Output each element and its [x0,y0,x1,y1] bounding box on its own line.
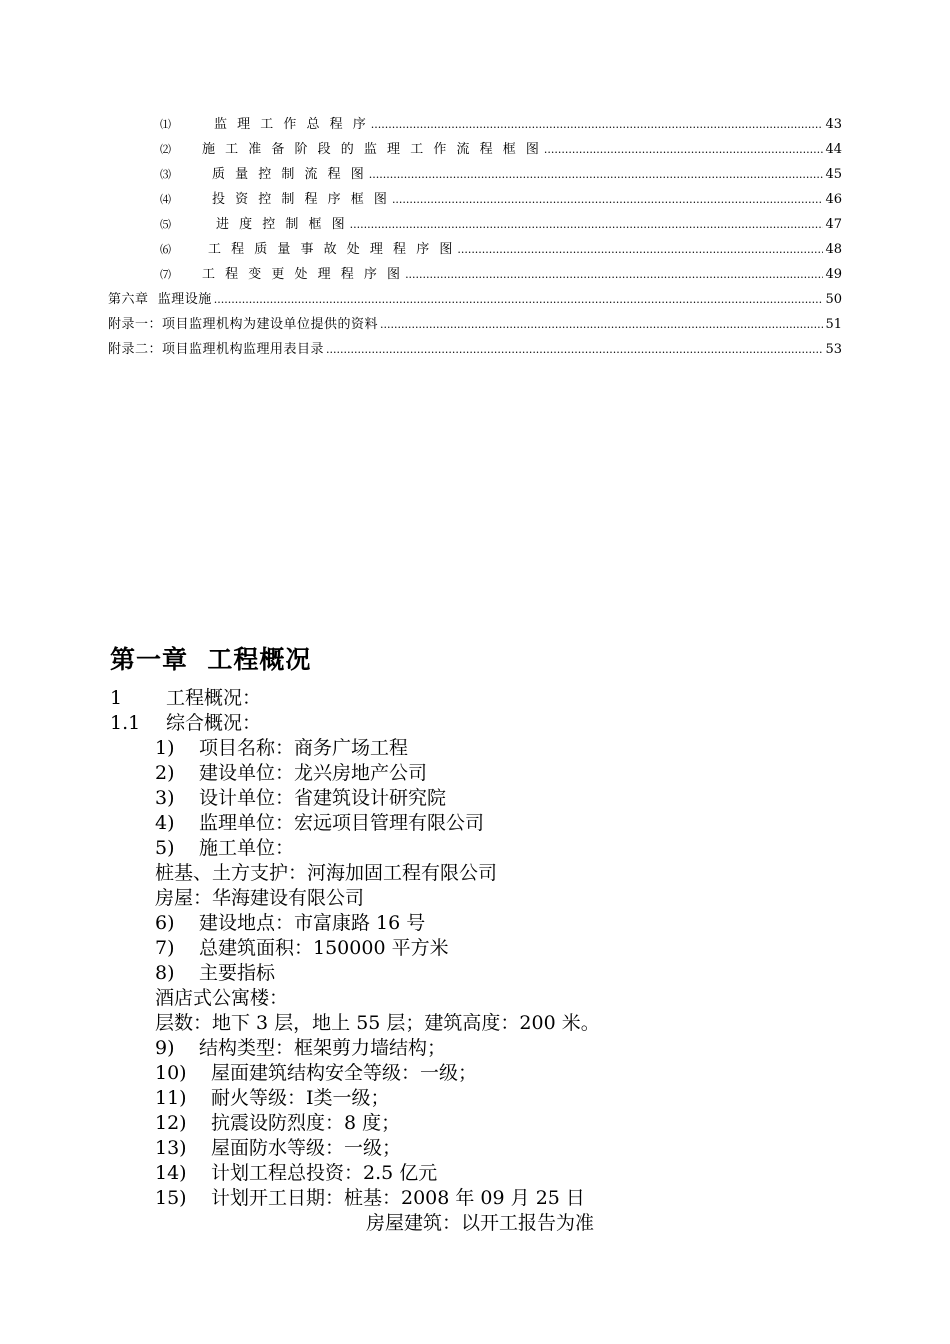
toc-entry-4[interactable] [160,191,842,209]
toc-entry-7[interactable] [160,266,842,284]
toc-leader [457,241,823,259]
toc-entry-8[interactable] [108,291,842,309]
item-text: 耐火等级：Ⅰ类一级； [211,1087,390,1109]
section-title: 工程概况： [166,687,262,709]
toc-number: ⑹ [160,243,171,256]
list-item [155,986,288,1011]
toc-entry-3[interactable] [160,166,842,184]
list-item [155,1036,446,1061]
list-item [155,736,408,761]
item-text: 总建筑面积：150000 平方米 [199,937,449,959]
chapter-title: 第一章 工程概况 [110,645,312,674]
item-text: 结构类型：框架剪力墙结构； [199,1037,447,1059]
section-number: 1 [110,687,123,709]
toc-leader [371,116,824,134]
item-text: 抗震设防烈度：8 度； [211,1112,401,1134]
item-number: 12) [155,1112,187,1134]
item-text: 监理单位：宏远项目管理有限公司 [199,812,485,834]
list-item [155,761,427,786]
list-item [155,786,446,811]
toc-title: 附录一：项目监理机构为建设单位提供的资料 [108,317,379,332]
toc-entry-1[interactable] [160,116,842,134]
toc-number: ⑷ [160,193,171,206]
item-text: 主要指标 [199,962,276,984]
toc-page: 43 [825,117,842,132]
item-text: 项目名称：商务广场工程 [199,737,409,759]
toc-page: 49 [825,267,842,282]
item-number: 2) [155,762,175,784]
toc-page: 44 [825,142,842,157]
item-number: 14) [155,1162,187,1184]
toc-title: 进 度 控 制 框 图 [216,217,348,232]
item-text: 建设单位：龙兴房地产公司 [199,762,428,784]
item-text: 计划工程总投资：2.5 亿元 [211,1162,438,1184]
list-item [155,936,449,961]
toc-entry-5[interactable] [160,216,842,234]
list-item [155,1086,390,1111]
subsection-title: 综合概况： [166,712,262,734]
toc-number: ⑺ [160,268,171,281]
item-text: 建设地点：市富康路 16 号 [199,912,426,934]
item-number: 11) [155,1087,187,1109]
toc-leader [392,191,824,209]
list-item [155,836,294,861]
item-text: 房屋：华海建设有限公司 [155,887,365,909]
toc-page: 46 [825,192,842,207]
item-number: 9) [155,1037,175,1059]
list-item [155,1161,437,1186]
item-text: 设计单位：省建筑设计研究院 [199,787,447,809]
item-number: 8) [155,962,175,984]
toc-title: 工 程 质 量 事 故 处 理 程 序 图 [208,242,456,257]
toc-title: 监 理 工 作 总 程 序 [214,117,369,132]
toc-page: 50 [825,292,842,307]
item-number: 15) [155,1187,187,1209]
list-item [155,1061,477,1086]
list-item-continuation [366,1211,594,1236]
toc-leader [326,341,823,359]
list-item [155,961,275,986]
list-item [155,911,425,936]
list-item [155,1186,585,1211]
toc-title: 投 资 控 制 程 序 框 图 [212,192,390,207]
list-item [155,1111,400,1136]
item-number: 13) [155,1137,187,1159]
toc-page: 53 [825,342,842,357]
toc-title: 施 工 准 备 阶 段 的 监 理 工 作 流 程 框 图 [202,142,542,157]
item-text: 桩基、土方支护：河海加固工程有限公司 [155,862,498,884]
item-number: 1) [155,737,175,759]
toc-leader [380,316,823,334]
toc-leader [214,291,824,309]
list-item [155,861,497,886]
item-number: 6) [155,912,175,934]
item-text: 屋面建筑结构安全等级：一级； [211,1062,478,1084]
item-text: 计划开工日期：桩基：2008 年 09 月 25 日 [211,1187,585,1209]
toc-title: 质 量 控 制 流 程 图 [212,167,367,182]
toc-leader [350,216,824,234]
list-item [155,1136,401,1161]
list-item [155,1011,600,1036]
toc-entry-6[interactable] [160,241,842,259]
item-text: 酒店式公寓楼： [155,987,289,1009]
item-text: 房屋建筑：以开工报告为准 [366,1212,595,1234]
item-text: 施工单位： [199,837,295,859]
toc-number: ⑵ [160,143,171,156]
toc-page: 47 [825,217,842,232]
toc-number: ⑶ [160,168,171,181]
toc-page: 45 [825,167,842,182]
item-text: 层数：地下 3 层，地上 55 层；建筑高度：200 米。 [155,1012,600,1034]
item-number: 10) [155,1062,187,1084]
list-item [155,886,364,911]
item-text: 屋面防水等级：一级； [211,1137,402,1159]
item-number: 3) [155,787,175,809]
section-heading [110,686,261,711]
toc-leader [544,141,824,159]
subsection-number: 1.1 [110,712,141,734]
toc-title: 附录二：项目监理机构监理用表目录 [108,342,325,357]
toc-title: 工 程 变 更 处 理 程 序 图 [202,267,404,282]
toc-leader [405,266,823,284]
toc-page: 51 [825,317,842,332]
item-number: 5) [155,837,175,859]
subsection-heading [110,711,261,736]
list-item [155,811,484,836]
toc-number: ⑴ [160,118,171,131]
toc-number: ⑸ [160,218,171,231]
toc-page: 48 [825,242,842,257]
toc-leader [369,166,824,184]
toc-entry-9[interactable] [108,316,842,334]
toc-title: 第六章 监理设施 [108,292,212,307]
toc-entry-2[interactable] [160,141,842,159]
item-number: 7) [155,937,175,959]
toc-entry-10[interactable] [108,341,842,359]
item-number: 4) [155,812,175,834]
